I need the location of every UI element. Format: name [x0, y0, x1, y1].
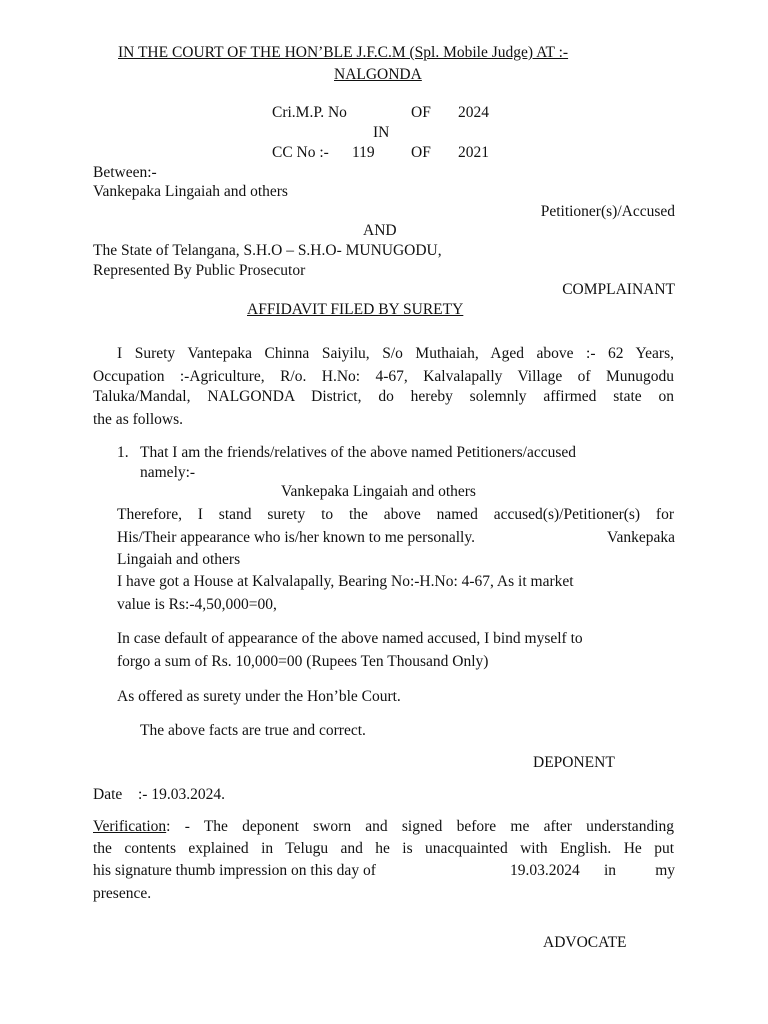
surety-line5: value is Rs:-4,50,000=00, [117, 596, 277, 613]
verification-line2: the contents explained in Telugu and he is unacquainted with English. He put [93, 840, 674, 857]
point1-line2: namely:- [140, 464, 196, 481]
verification-my: my [655, 862, 675, 879]
point1-names: Vankepaka Lingaiah and others [281, 483, 476, 500]
in-word: IN [373, 124, 390, 141]
verification-line4: presence. [93, 885, 152, 902]
crimp-label: Cri.M.P. No [272, 104, 347, 121]
petitioner-name: Vankepaka Lingaiah and others [93, 183, 288, 200]
surety-line3: Lingaiah and others [117, 551, 241, 568]
cc-label: CC No :- [272, 144, 329, 161]
between-label: Between:- [93, 164, 157, 181]
verification-line1-text: : - The deponent sworn and signed before me after understanding [166, 818, 674, 835]
affidavit-heading: AFFIDAVIT FILED BY SURETY [247, 301, 464, 318]
default-line1: In case default of appearance of the above named accused, I bind myself to [117, 630, 583, 647]
intro-line3: Taluka/Mandal, NALGONDA District, do hereby solemnly affirmed state on [93, 388, 674, 405]
intro-line2: Occupation :-Agriculture, R/o. H.No: 4-67, Kalvalapally Village of Munugodu [93, 368, 674, 385]
intro-line1: I Surety Vantepaka Chinna Saiyilu, S/o Muthaiah, Aged above :- 62 Years, [117, 345, 674, 362]
surety-line1: Therefore, I stand surety to the above named accused(s)/Petitioner(s) for [117, 506, 674, 523]
cc-year: 2021 [458, 144, 489, 161]
and-word: AND [363, 222, 397, 239]
default-line2: forgo a sum of Rs. 10,000=00 (Rupees Ten Thousand Only) [117, 653, 489, 670]
respondent-line2: Represented By Public Prosecutor [93, 262, 306, 279]
petitioner-role: Petitioner(s)/Accused [540, 203, 675, 220]
point1-line1: That I am the friends/relatives of the above named Petitioners/accused [140, 444, 576, 461]
offered-line: As offered as surety under the Hon’ble Court. [117, 688, 401, 705]
crimp-of: OF [411, 104, 431, 121]
deponent-label: DEPONENT [533, 754, 615, 771]
respondent-line1: The State of Telangana, S.H.O – S.H.O- MUNUGODU, [93, 242, 442, 259]
verification-line1 [93, 816, 674, 838]
court-title-line2: NALGONDA [334, 66, 422, 83]
cc-number: 119 [352, 144, 375, 161]
surety-line4: I have got a House at Kalvalapally, Bearing No:-H.No: 4-67, As it market [117, 573, 574, 590]
verification-line3a: his signature thumb impression on this day of [93, 862, 376, 879]
surety-line2a: His/Their appearance who is/her known to me personally. [117, 529, 475, 546]
facts-line: The above facts are true and correct. [140, 722, 366, 739]
date-label: Date [93, 786, 123, 803]
advocate-label: ADVOCATE [543, 934, 627, 951]
verification-in: in [604, 862, 617, 879]
verification-date: 19.03.2024 [510, 862, 580, 879]
intro-line4: the as follows. [93, 411, 183, 428]
respondent-role: COMPLAINANT [562, 281, 675, 298]
surety-line2b: Vankepaka [607, 529, 675, 546]
court-title-line1: IN THE COURT OF THE HON’BLE J.F.C.M (Spl. Mobile Judge) AT :- [118, 44, 569, 61]
crimp-year: 2024 [458, 104, 489, 121]
point1-number: 1. [117, 444, 129, 461]
cc-of: OF [411, 144, 431, 161]
verification-label: Verification [93, 818, 167, 835]
date-value: :- 19.03.2024. [138, 786, 225, 803]
